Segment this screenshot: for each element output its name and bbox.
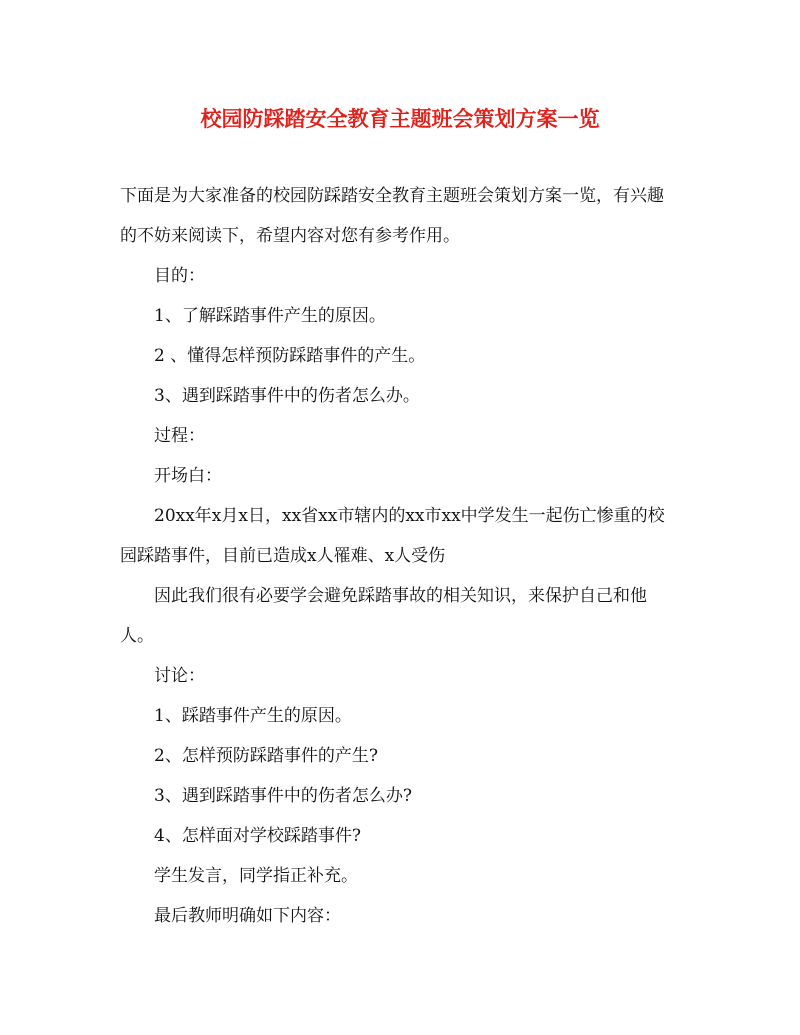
goal-item-3: 3、遇到踩踏事件中的伤者怎么办。: [154, 386, 420, 406]
discussion-item-3: 3、遇到踩踏事件中的伤者怎么办?: [154, 786, 412, 806]
document-body: [120, 176, 680, 936]
discussion-item-4: 4、怎样面对学校踩踏事件?: [154, 826, 361, 846]
student-speech: 学生发言，同学指正补充。: [154, 866, 358, 886]
teacher-conclusion: 最后教师明确如下内容：: [154, 906, 341, 926]
opening-paragraph: 20xx年x月x日，xx省xx市辖内的xx市xx中学发生一起伤亡惨重的校园踩踏事件，目前已造成x人罹难、x人受伤: [120, 506, 665, 566]
goal-item-1: 1、了解踩踏事件产生的原因。: [154, 306, 386, 326]
opening-heading: 开场白：: [154, 466, 222, 486]
discussion-item-1: 1、踩踏事件产生的原因。: [154, 706, 352, 726]
process-heading: 过程：: [154, 426, 205, 446]
intro-paragraph: 下面是为大家准备的校园防踩踏安全教育主题班会策划方案一览，有兴趣的不妨来阅读下，希望内容对您有参考作用。: [120, 186, 664, 246]
opening-paragraph-2: 因此我们很有必要学会避免踩踏事故的相关知识，来保护自己和他人。: [120, 586, 647, 646]
discussion-item-2: 2、怎样预防踩踏事件的产生?: [154, 746, 378, 766]
document-title: 校园防踩踏安全教育主题班会策划方案一览: [200, 106, 600, 131]
goal-item-2: 2 、懂得怎样预防踩踏事件的产生。: [154, 346, 426, 366]
goal-heading: 目的：: [154, 266, 205, 286]
discussion-heading: 讨论：: [154, 666, 205, 686]
